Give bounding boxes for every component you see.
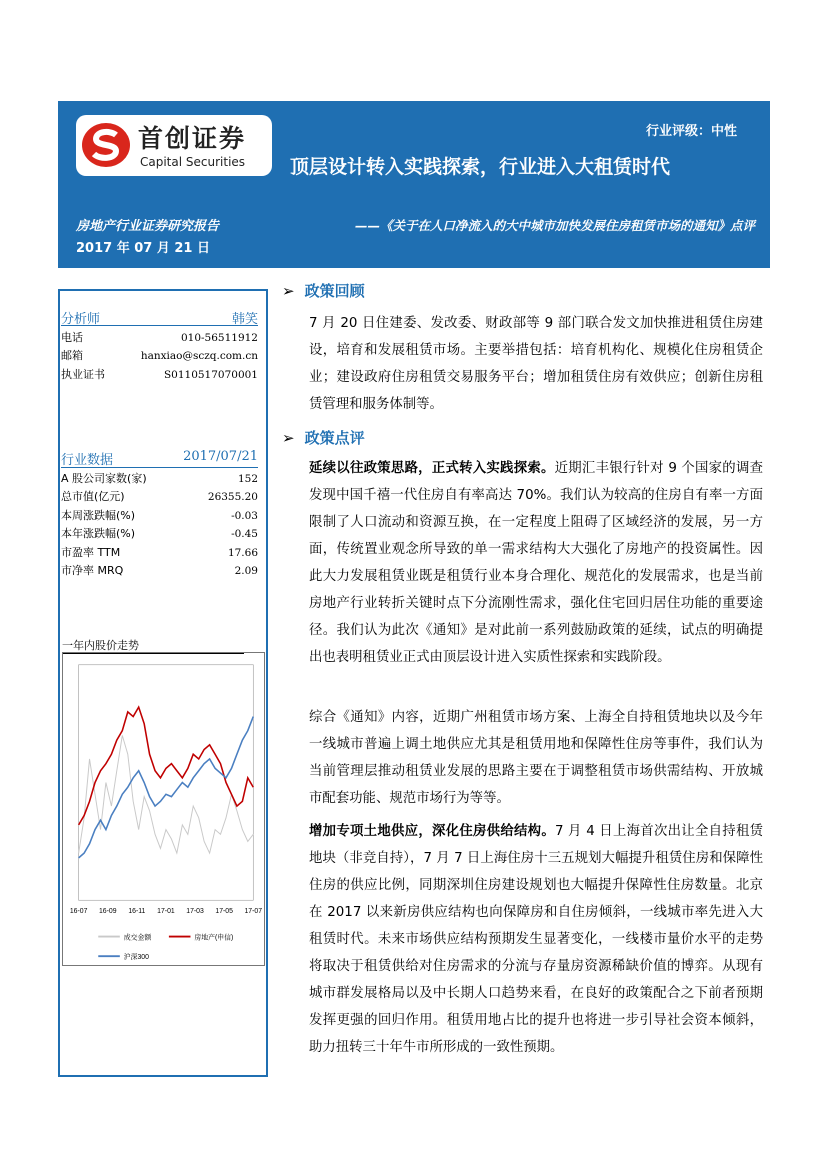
row-key: 本周涨跌幅(%) xyxy=(61,509,136,522)
price-chart xyxy=(63,653,264,965)
analyst-row-phone xyxy=(61,329,258,347)
legend-label: 房地产(申信) xyxy=(194,934,234,942)
industry-row xyxy=(61,525,258,543)
industry-data-heading xyxy=(61,449,258,468)
x-tick-label: 17-03 xyxy=(186,908,204,915)
row-value: hanxiao@sczq.com.cn xyxy=(140,350,258,362)
logo-chinese-name: 首创证券 xyxy=(138,124,247,153)
section-heading-policy-comment xyxy=(282,427,365,448)
row-value: 26355.20 xyxy=(207,491,258,503)
row-value: 152 xyxy=(237,473,258,485)
x-tick-label: 16-09 xyxy=(98,908,117,915)
row-key: A 股公司家数(家) xyxy=(61,472,147,485)
report-date: 2017 年 07 月 21 日 xyxy=(76,241,210,256)
paragraph xyxy=(309,455,763,671)
row-key: 本年涨跌幅(%) xyxy=(61,527,136,540)
paragraph-body: 近期汇丰银行针对 9 个国家的调查发现中国千禧一代住房自有率高达 70%。我们认为较高的住房自有率一方面限制了人口流动和资源互换，在一定程度上阻碍了区域经济的发展，另一方面，传统置业观念所导致的单一需求结构大大强化了房地产的投资属性。因此大力发展租赁业既是租赁行业本身合理化、规范化的发展需求，也是当前房地产行业转折关键时点下分流刚性需求，强化住宅回归居住功能的重要途径。我们认为此次《通知》是对此前一系列鼓励政策的延续，试点的明确提出也表明租赁业正式由顶层设计进入实质性探索和实践阶段。 xyxy=(309,461,763,665)
industry-data-label: 行业数据 xyxy=(61,453,114,468)
legend-label: 成交金额 xyxy=(123,934,152,942)
row-key: 邮箱 xyxy=(61,349,83,362)
row-value: -0.45 xyxy=(231,528,258,540)
paragraph-lead: 延续以往政策思路，正式转入实践探索。 xyxy=(309,461,555,476)
x-tick-label: 17-07 xyxy=(244,908,263,915)
row-key: 市净率 MRQ xyxy=(61,564,124,577)
industry-row xyxy=(61,470,258,488)
report-title: 顶层设计转入实践探索，行业进入大租赁时代 xyxy=(290,156,671,178)
row-key: 总市值(亿元) xyxy=(61,490,125,503)
paragraph: 综合《通知》内容，近期广州租赁市场方案、上海全自持租赁地块以及今年一线城市普遍上调土地供应尤其是租赁用地和保障性住房等事件，我们认为当前管理层推动租赁业发展的思路主要在于调整租赁市场供需结构、开放城市配套功能、规范市场行为等等。 xyxy=(309,710,763,806)
report-subtitle: ——《关于在人口净流入的大中城市加快发展住房租赁市场的通知》点评 xyxy=(354,218,755,233)
logo-english-name: Capital Securities xyxy=(140,155,246,169)
row-key: 执业证书 xyxy=(61,368,105,381)
industry-row xyxy=(61,488,258,506)
x-tick-label: 17-01 xyxy=(157,908,175,915)
analyst-row-license xyxy=(61,366,258,384)
row-value: -0.03 xyxy=(231,510,258,522)
plot-frame xyxy=(79,665,254,900)
logo-s-icon xyxy=(80,121,132,169)
section-title: 政策回顾 xyxy=(304,282,365,300)
analyst-heading xyxy=(61,308,258,326)
analyst-label: 分析师 xyxy=(61,312,101,327)
row-value: S0110517070001 xyxy=(163,369,258,381)
arrow-icon: ➢ xyxy=(282,282,295,300)
section-heading-policy-review xyxy=(282,280,365,301)
analyst-row-email xyxy=(61,347,258,365)
series-line-1 xyxy=(79,707,254,825)
row-value: 2.09 xyxy=(234,565,258,577)
row-key: 电话 xyxy=(61,331,83,344)
paragraph-lead: 增加专项土地供应，深化住房供给结构。 xyxy=(309,824,555,839)
x-tick-label: 16-07 xyxy=(69,908,88,915)
analyst-name: 韩笑 xyxy=(231,312,258,327)
industry-rating: 行业评级：中性 xyxy=(645,124,737,139)
x-tick-label: 16-11 xyxy=(128,908,146,915)
industry-row xyxy=(61,507,258,525)
company-logo xyxy=(76,115,272,176)
industry-row xyxy=(61,562,258,580)
series-line-2 xyxy=(79,717,254,858)
paragraph xyxy=(309,818,763,1061)
legend-label: 沪深300 xyxy=(123,954,149,962)
chart-title: 一年内股价走势 xyxy=(62,637,244,654)
industry-row xyxy=(61,544,258,562)
paragraph-body: 7 月 4 日上海首次出让全自持租赁地块（非竞自持），7 月 7 日上海住房十三五规划大幅提升租赁住房和保障性住房的供应比例，同期深圳住房建设规划也大幅提升保障性住房数量。北京在 2017 以来新房供应结构也向保障房和自住房倾斜，一线城市率先进入大租赁时代。未来市场供应结构预期发生显著变化，一线楼市量价水平的走势将取决于租赁供给对住房需求的分流与存量房资源稀缺价值的博弈。从现有城市群发展格局以及中长期人口趋势来看，在良好的政策配合之下前者预期发挥更强的回归作用。租赁用地占比的提升也将进一步引导社会资本倾斜，助力扭转三十年牛市所形成的一致性预期。 xyxy=(309,824,763,1055)
report-type: 房地产行业证券研究报告 xyxy=(76,219,220,234)
paragraph: 7 月 20 日住建委、发改委、财政部等 9 部门联合发文加快推进租赁住房建设，培育和发展租赁市场。主要举措包括：培育机构化、规模化住房租赁企业；建设政府住房租赁交易服务平台；增加租赁住房有效供应；创新住房租赁管理和服务体制等。 xyxy=(309,316,763,412)
row-value: 010-56511912 xyxy=(180,332,258,344)
arrow-icon: ➢ xyxy=(282,429,295,447)
x-tick-label: 17-05 xyxy=(215,908,233,915)
industry-data-date: 2017/07/21 xyxy=(183,449,258,464)
row-value: 17.66 xyxy=(227,547,258,559)
price-chart-box xyxy=(62,652,265,966)
row-key: 市盈率 TTM xyxy=(61,546,121,559)
section-title: 政策点评 xyxy=(304,429,365,447)
